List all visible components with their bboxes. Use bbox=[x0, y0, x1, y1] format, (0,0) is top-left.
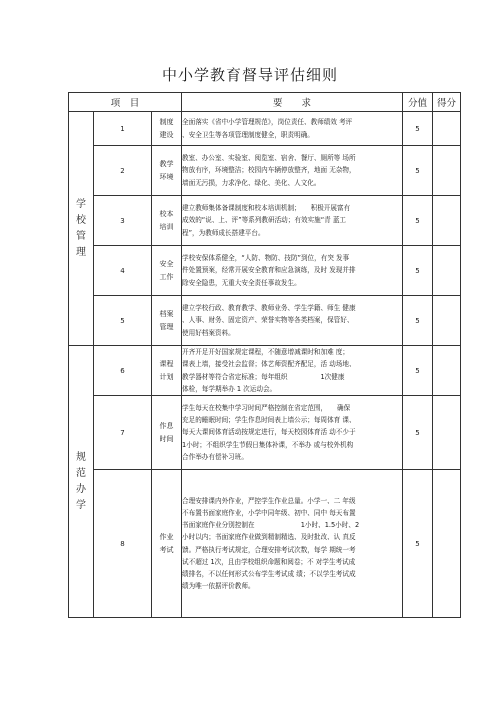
item-name-line: 考试 bbox=[159, 545, 174, 554]
item-name-line: 环境 bbox=[159, 172, 174, 181]
item-name-line: 教学 bbox=[159, 159, 174, 168]
requirement-line: 不布置书面家庭作业，小学中同年级、初中、同中 每天布置 bbox=[182, 508, 356, 517]
requirement-line: 墙面无污损，力求净化、绿化、美化、人文化。 bbox=[182, 178, 321, 187]
section-name-char: 学 bbox=[76, 499, 86, 511]
row-number: 8 bbox=[94, 470, 152, 618]
item-name-line: 档案 bbox=[159, 309, 174, 318]
item-name-line: 校本 bbox=[159, 209, 174, 218]
requirement-line: 合作举办有偿补习班。 bbox=[182, 452, 248, 461]
requirement-line: 教学器材等符合省定标准；每年组织 1次健康 bbox=[182, 372, 345, 381]
requirement-line: 建立学校行政、教育教学、教师业务、学生学籍、师生 健康 bbox=[182, 304, 356, 313]
item-name bbox=[152, 146, 182, 196]
item-name-line: 作业 bbox=[159, 532, 174, 541]
section-name-char: 校 bbox=[76, 214, 86, 226]
item-name bbox=[152, 470, 182, 618]
item-name-line: 制度 bbox=[159, 117, 174, 126]
row-number: 7 bbox=[94, 396, 152, 470]
requirement-line: 、人事、财务、固定资产、荣誉实物等各类档案，保管好、 bbox=[182, 316, 354, 325]
requirement-line: 课表上墙，接受社会监督；体艺师资配齐配足，活 动场地、 bbox=[182, 360, 356, 369]
table-row bbox=[69, 296, 461, 346]
requirement-line: 物放有序，环境整洁；校园内车辆停放整齐，地面 无杂物， bbox=[182, 166, 356, 175]
section-name-char: 理 bbox=[76, 246, 86, 258]
table-header-row bbox=[69, 93, 461, 112]
row-number: 5 bbox=[94, 296, 152, 346]
requirement-line: 书面家庭作业分别控制在 1小时、1.5小时、2 bbox=[182, 521, 360, 530]
requirement-line: 馈。严格执行考试规定，合理安排考试次数，每学 期统一考 bbox=[182, 545, 356, 554]
score-value: 5 bbox=[403, 396, 433, 470]
header-score-got: 得分 bbox=[433, 93, 461, 112]
requirement-text bbox=[182, 296, 403, 346]
header-score-value: 分值 bbox=[403, 93, 433, 112]
score-value: 5 bbox=[403, 470, 433, 618]
section-name-char: 范 bbox=[76, 467, 86, 479]
table-row bbox=[69, 112, 461, 146]
score-value: 5 bbox=[403, 346, 433, 396]
requirement-text bbox=[182, 470, 403, 618]
item-name-line: 课程 bbox=[159, 359, 174, 368]
score-got-cell[interactable] bbox=[433, 396, 461, 470]
requirement-text bbox=[182, 396, 403, 470]
document-title: 中小学教育督导评估细则 bbox=[161, 66, 338, 84]
item-name-line: 管理 bbox=[159, 322, 174, 331]
requirement-line: 全面落实《省中小学管理规范》，岗位责任、教师绩效 考评 bbox=[182, 118, 353, 127]
requirement-line: 1小时；不组织学生节假日集体补课，不举办 或与校外机构 bbox=[182, 440, 354, 449]
table-body bbox=[69, 112, 461, 618]
table-row bbox=[69, 146, 461, 196]
requirement-line: 教室、办公室、实验室、阅览室、宿舍、餐厅、厕所等 场所 bbox=[182, 154, 356, 163]
item-name bbox=[152, 296, 182, 346]
score-got-cell[interactable] bbox=[433, 146, 461, 196]
row-number: 2 bbox=[94, 146, 152, 196]
item-name-line: 培训 bbox=[159, 222, 174, 231]
score-got-cell[interactable] bbox=[433, 112, 461, 146]
requirement-line: 程”，为教师成长搭建平台。 bbox=[182, 228, 265, 237]
row-number: 3 bbox=[94, 196, 152, 246]
section-name bbox=[69, 112, 94, 346]
item-name bbox=[152, 196, 182, 246]
requirement-line: 合理安排课内外作业，严控学生作业总量。小学一、二 年级 bbox=[182, 496, 356, 505]
item-name bbox=[152, 396, 182, 470]
requirement-line: 除安全隐患，无重大安全责任事故发生。 bbox=[182, 278, 301, 287]
score-value: 5 bbox=[403, 296, 433, 346]
section-name-char: 办 bbox=[76, 483, 86, 495]
item-name-line: 工作 bbox=[159, 272, 174, 281]
header-requirement: 要 求 bbox=[182, 93, 403, 112]
item-name-line: 作息 bbox=[159, 421, 174, 430]
item-name-line: 计划 bbox=[159, 372, 174, 381]
requirement-line: 体检，每学期举办 1 次运动会。 bbox=[182, 384, 277, 393]
score-got-cell[interactable] bbox=[433, 246, 461, 296]
table-row bbox=[69, 470, 461, 618]
evaluation-table bbox=[68, 92, 461, 618]
table-row bbox=[69, 396, 461, 470]
table-row bbox=[69, 196, 461, 246]
requirement-line: 每天大课间体育活动按规定进行，每天校园体育活 动不少于 bbox=[182, 428, 356, 437]
section-name-char: 学 bbox=[76, 198, 86, 210]
score-value: 5 bbox=[403, 246, 433, 296]
requirement-line: 小时以内；书面家庭作业做到精制精选、及时批改、认 真反 bbox=[182, 533, 356, 542]
section-name bbox=[69, 346, 94, 618]
item-name-line: 时间 bbox=[159, 434, 174, 443]
requirement-line: 学校安保体系健全，“人防、物防、技防”到位，有突 发事 bbox=[182, 254, 350, 263]
requirement-line: 建立教师集体备课制度和校本培训机制； 积极开展富有 bbox=[182, 204, 351, 213]
score-got-cell[interactable] bbox=[433, 470, 461, 618]
requirement-line: 试不超过 1次，且由学校组织命题和阅卷；不 对学生考试成 bbox=[182, 557, 356, 566]
table-row bbox=[69, 346, 461, 396]
requirement-line: 绩排名，不以任何形式公布学生考试成 绩；不以学生考试成 bbox=[182, 569, 356, 578]
table-row bbox=[69, 246, 461, 296]
score-value: 5 bbox=[403, 146, 433, 196]
row-number: 4 bbox=[94, 246, 152, 296]
requirement-line: 、安全卫生等各项管理制度健全，职责明确。 bbox=[182, 130, 314, 139]
requirement-line: 成效的“说、上、评”等系列教研活动；有效实施“青 蓝工 bbox=[182, 216, 347, 225]
requirement-line: 充足的睡眠时间；学生作息时间表上墙公示；每周体育 课、 bbox=[182, 416, 356, 425]
row-number: 1 bbox=[94, 112, 152, 146]
item-name-line: 安全 bbox=[159, 259, 174, 268]
requirement-line: 件处置预案，经常开展安全教育和应急演练，及时 发现并排 bbox=[182, 266, 356, 275]
header-item: 项 目 bbox=[69, 93, 182, 112]
section-name-char: 管 bbox=[76, 230, 86, 242]
score-got-cell[interactable] bbox=[433, 346, 461, 396]
requirement-line: 学生每天在校集中学习时间严格控制在省定范围， 确保 bbox=[182, 403, 351, 412]
score-got-cell[interactable] bbox=[433, 296, 461, 346]
requirement-text bbox=[182, 112, 403, 146]
item-name-line: 建设 bbox=[159, 130, 174, 139]
item-name bbox=[152, 246, 182, 296]
requirement-text bbox=[182, 146, 403, 196]
row-number: 6 bbox=[94, 346, 152, 396]
score-got-cell[interactable] bbox=[433, 196, 461, 246]
score-value: 5 bbox=[403, 196, 433, 246]
requirement-line: 使用好档案资料。 bbox=[182, 328, 235, 337]
section-name-char: 规 bbox=[76, 451, 86, 463]
item-name bbox=[152, 346, 182, 396]
requirement-text bbox=[182, 196, 403, 246]
requirement-line: 绩为唯一依据评价教师。 bbox=[182, 582, 255, 591]
requirement-text bbox=[182, 346, 403, 396]
item-name bbox=[152, 112, 182, 146]
requirement-line: 开齐开足开好国家规定课程，不随意增减课时和加难 度； bbox=[182, 348, 349, 357]
score-value: 5 bbox=[403, 112, 433, 146]
requirement-text bbox=[182, 246, 403, 296]
